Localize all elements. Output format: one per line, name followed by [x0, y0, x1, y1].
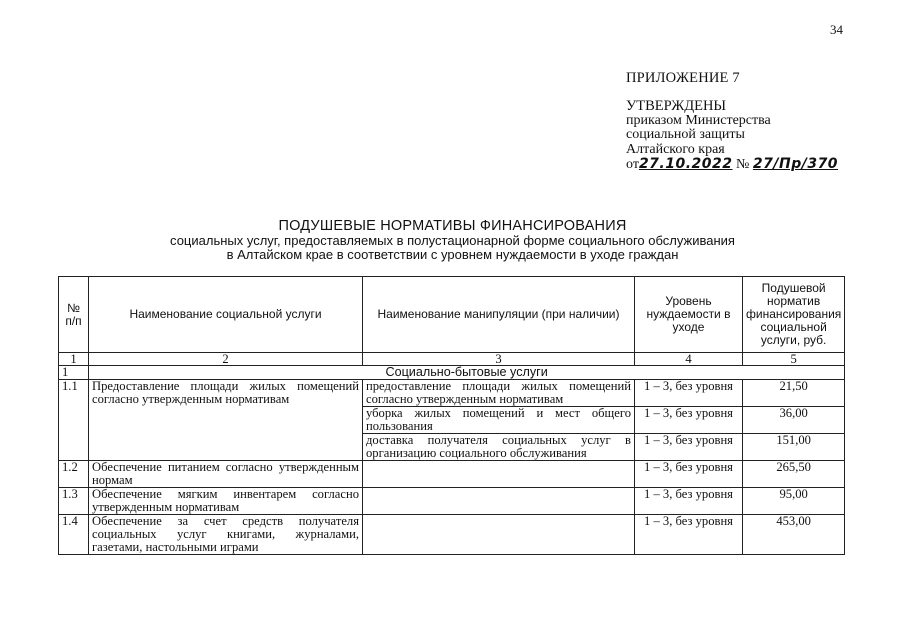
header-level: Уровень нуждаемости в уходе: [635, 277, 743, 353]
care-level: 1 – 3, без уровня: [635, 434, 743, 461]
document-heading: [0, 219, 905, 261]
document-subtitle-line1: социальных услуг, предоставляемых в полустационарной форме социального обслуживания: [170, 233, 735, 248]
service-name: Обеспечение питанием согласно утвержденным нормам: [89, 461, 363, 488]
order-date: 27.10.2022: [638, 156, 733, 173]
column-number: 5: [743, 353, 845, 366]
order-number-label: №: [736, 157, 750, 173]
norm-value: 36,00: [743, 407, 845, 434]
approval-line-social: социальной защиты: [626, 127, 745, 143]
document-subtitle-line2: в Алтайском крае в соответствии с уровнем нуждаемости в уходе граждан: [226, 246, 679, 262]
care-level: 1 – 3, без уровня: [635, 461, 743, 488]
norm-value: 453,00: [743, 515, 845, 555]
approval-title: УТВЕРЖДЕНЫ: [626, 98, 727, 114]
header-manipulation: Наименование манипуляции (при наличии): [363, 277, 635, 353]
column-numbers-row: [59, 353, 845, 366]
section-row: [59, 366, 845, 380]
header-norm: Подушевой норматив финансирования социальной услуги, руб.: [743, 277, 845, 353]
document-title: ПОДУШЕВЫЕ НОРМАТИВЫ ФИНАНСИРОВАНИЯ: [278, 218, 627, 234]
table-row: [59, 461, 845, 488]
row-num: 1.4: [59, 515, 89, 555]
manipulation-name: [363, 488, 635, 515]
norms-table: [58, 276, 845, 555]
section-title: Социально-бытовые услуги: [89, 366, 845, 380]
section-num: 1: [59, 366, 89, 380]
order-from-label: от: [626, 157, 639, 173]
manipulation-name: уборка жилых помещений и мест общего пользования: [363, 407, 635, 434]
column-number: 3: [363, 353, 635, 366]
row-num: 1.2: [59, 461, 89, 488]
column-number: 1: [59, 353, 89, 366]
order-number: 27/Пр/370: [752, 156, 839, 173]
care-level: 1 – 3, без уровня: [635, 488, 743, 515]
column-number: 2: [89, 353, 363, 366]
care-level: 1 – 3, без уровня: [635, 380, 743, 407]
page-number: 34: [830, 22, 843, 37]
care-level: 1 – 3, без уровня: [635, 407, 743, 434]
manipulation-name: доставка получателя социальных услуг в организацию социального обслуживания: [363, 434, 635, 461]
approval-block: [626, 99, 838, 173]
care-level: 1 – 3, без уровня: [635, 515, 743, 555]
manipulation-name: [363, 461, 635, 488]
row-num: 1.3: [59, 488, 89, 515]
norm-value: 265,50: [743, 461, 845, 488]
service-name: Предоставление площади жилых помещений согласно утвержденным нормативам: [89, 380, 363, 461]
norm-value: 151,00: [743, 434, 845, 461]
row-num: 1.1: [59, 380, 89, 461]
service-name: Обеспечение за счет средств получателя социальных услуг книгами, журналами, газетами, настольными играми: [89, 515, 363, 555]
header-num: № п/п: [59, 277, 89, 353]
approval-line-region: Алтайского края: [626, 141, 725, 157]
table-row: [59, 515, 845, 555]
header-service: Наименование социальной услуги: [89, 277, 363, 353]
manipulation-name: предоставление площади жилых помещений согласно утвержденным нормативам: [363, 380, 635, 407]
table-header-row: [59, 277, 845, 353]
manipulation-name: [363, 515, 635, 555]
column-number: 4: [635, 353, 743, 366]
norm-value: 21,50: [743, 380, 845, 407]
approval-line-ministry: приказом Министерства: [626, 112, 771, 128]
service-name: Обеспечение мягким инвентарем согласно утвержденным нормативам: [89, 488, 363, 515]
table-row: [59, 488, 845, 515]
order-line: [626, 157, 838, 173]
norm-value: 95,00: [743, 488, 845, 515]
appendix-label: ПРИЛОЖЕНИЕ 7: [626, 70, 740, 86]
table-row: [59, 380, 845, 407]
